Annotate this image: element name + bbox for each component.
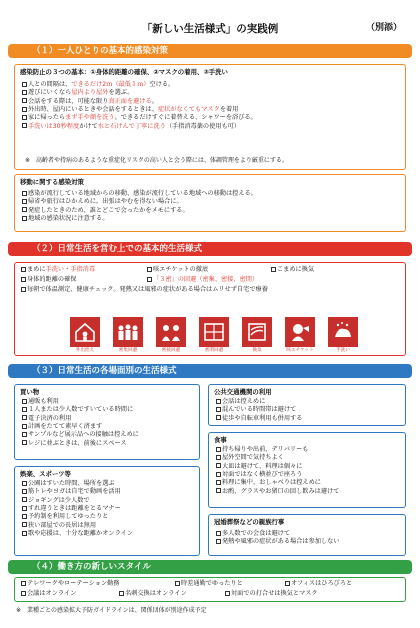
list-item: すれ違うときは距離をとるマナー [22, 505, 133, 513]
lifestyle-row-3: 毎朝で体温測定、健康チェック。発熱又は風邪の症状がある場合はムリせず自宅で療養 [21, 286, 268, 294]
icon-label: 手洗い [336, 348, 350, 353]
work-style-box [14, 577, 406, 602]
checkbox-icon [216, 455, 221, 460]
leisure-heading: 娯楽、スポーツ等 [20, 470, 71, 478]
ceremonies-box [208, 514, 406, 556]
checkbox-icon [22, 531, 27, 536]
work-row-2-c: 対面での打合せは換気とマスク [225, 590, 318, 598]
transport-box [208, 384, 406, 426]
checkbox-icon [22, 514, 27, 519]
handwash-icon [328, 317, 358, 347]
leisure-list [22, 480, 133, 539]
checkbox-icon [216, 463, 221, 468]
checkbox-icon [22, 216, 27, 221]
meals-box [208, 432, 406, 508]
icon-label: 密接回避 [161, 348, 181, 353]
list-item: 屋外空間で気持ちよく [216, 454, 339, 462]
section3-bar: （３）日常生活の各場面別の生活様式 [8, 364, 412, 378]
checkbox-icon [119, 591, 124, 596]
checkbox-icon [22, 82, 27, 87]
basic-measures-box [14, 64, 406, 170]
work-row-2: 会議はオンライン [21, 590, 76, 598]
checkbox-icon [21, 277, 26, 282]
page-title: 「新しい生活様式」の実践例 [141, 23, 279, 35]
lifestyle-row-2-b: 「３密」の回避（密集、密接、密閉） [147, 276, 258, 284]
checkbox-icon [22, 98, 27, 103]
checkbox-icon [147, 277, 152, 282]
transport-heading: 公共交通機関の利用 [214, 388, 272, 396]
list-item: 予約制を利用してゆったりと [22, 513, 133, 521]
list-item: 計画をたてて素早く済ます [22, 423, 139, 431]
checkbox-icon [22, 424, 27, 429]
footer-note: ※ 業種ごとの感染拡大予防ガイドラインは、関係団体が別途作成予定 [16, 607, 207, 614]
list-item: 感染が流行している地域からの移動、感染が流行している地域への移動は控える。 [22, 190, 257, 198]
checkbox-icon [22, 107, 27, 112]
ceremonies-list [216, 530, 340, 547]
basic-measures-heading: 感染防止の３つの基本：①身体的距離の確保、②マスクの着用、③手洗い [20, 68, 228, 76]
basic-measures-list [22, 81, 257, 131]
checkbox-icon [22, 522, 27, 527]
closed-space-avoid-icon [199, 317, 229, 347]
list-item: 帰省や旅行はひかえめに。出張はやむを得ない場合に。 [22, 198, 257, 206]
list-item: サンプルなど展示品への接触は控えめに [22, 431, 139, 439]
checkbox-icon [22, 115, 27, 120]
checkbox-icon [216, 447, 221, 452]
checkbox-icon [22, 440, 27, 445]
checkbox-icon [22, 123, 27, 128]
checkbox-icon [22, 481, 27, 486]
travel-measures-box [14, 174, 406, 232]
lifestyle-row-1-b: 咳エチケットの徹底 [147, 266, 208, 274]
icon-label: 密閉回避 [204, 348, 224, 353]
checkbox-icon [22, 415, 27, 420]
work-row-1: テレワークやローテーション勤務 [21, 580, 119, 588]
list-item: 遊びにいくなら屋内より屋外を選ぶ。 [22, 89, 257, 97]
meals-list [216, 446, 339, 496]
list-item: 大皿は避けて、料理は個々に [216, 463, 339, 471]
list-item: 筋トレやヨガは自宅で動画を活用 [22, 488, 133, 496]
checkbox-icon [225, 591, 230, 596]
section4-bar: （４）働き方の新しいスタイル [8, 560, 412, 574]
checkbox-icon [21, 581, 26, 586]
stay-home-icon [70, 317, 100, 347]
checkbox-icon [22, 489, 27, 494]
crowd-avoid-icon [113, 317, 143, 347]
checkbox-icon [22, 191, 27, 196]
checkbox-icon [175, 581, 180, 586]
transport-list [216, 398, 302, 423]
checkbox-icon [271, 267, 276, 272]
basic-measures-footnote: ※ 高齢者や持病のあるような重症化リスクの高い人と会う際には、体調管理をより厳重にする。 [25, 157, 288, 164]
checkbox-icon [216, 480, 221, 485]
work-row-1-c: オフィスはひろびろと [285, 580, 352, 588]
list-item: 会話は控えめに [216, 398, 302, 406]
list-item: 多人数での会食は避けて [216, 530, 340, 538]
shopping-heading: 買い物 [20, 388, 40, 396]
checkbox-icon [22, 407, 27, 412]
list-item: 会話をする際は、可能な限り真正面を避ける。 [22, 98, 257, 106]
list-item: 人との間隔は、できるだけ2ｍ（最低１ｍ）空ける。 [22, 81, 257, 89]
list-item: 歌や応援は、十分な距離かオンライン [22, 530, 133, 538]
icon-label: 換気 [252, 348, 262, 353]
shopping-list [22, 398, 139, 448]
section2-bar: （２）日常生活を営む上での基本的生活様式 [8, 242, 412, 256]
travel-measures-list [22, 190, 257, 223]
checkbox-icon [216, 415, 221, 420]
list-item: お酌、グラスやお猪口の回し飲みは避けて [216, 488, 339, 496]
checkbox-icon [147, 267, 152, 272]
checkbox-icon [216, 407, 221, 412]
checkbox-icon [22, 199, 27, 204]
list-item: レジに並ぶときは、前後にスペース [22, 440, 139, 448]
list-item: 狭い部屋での長居は無用 [22, 522, 133, 530]
work-row-1-b: 時差通勤でゆったりと [175, 580, 243, 588]
lifestyle-row-1-c: こまめに換気 [271, 266, 314, 274]
list-item: １人または少人数ですいている時間に [22, 406, 139, 414]
list-item: ジョギングは少人数で [22, 497, 133, 505]
cough-etiquette-icon [285, 317, 315, 347]
list-item: 外出時、屋内にいるときや会話をするときは、症状がなくてもマスクを着用 [22, 106, 257, 114]
ventilation-icon [242, 317, 272, 347]
checkbox-icon [22, 497, 27, 502]
list-item: 徒歩や自転車利用も併用する [216, 415, 302, 423]
checkbox-icon [21, 267, 26, 272]
list-item: 料理に集中、おしゃべりは控えめに [216, 479, 339, 487]
checkbox-icon [22, 90, 27, 95]
checkbox-icon [21, 287, 26, 292]
work-row-2-b: 名刺交換はオンライン [119, 590, 187, 598]
list-item: 電子決済の利用 [22, 415, 139, 423]
leisure-box [14, 466, 200, 556]
list-item: 発熱や風邪の症状がある場合は参加しない [216, 538, 340, 546]
ceremonies-heading: 冠婚葬祭などの親族行事 [214, 518, 285, 526]
checkbox-icon [216, 539, 221, 544]
checkbox-icon [216, 472, 221, 477]
list-item: 公園はすいた時間、場所を選ぶ [22, 480, 133, 488]
checkbox-icon [216, 488, 221, 493]
list-item: 混んでいる時間帯は避けて [216, 406, 302, 414]
list-item: 対面ではなく横並びで座ろう [216, 471, 339, 479]
checkbox-icon [21, 591, 26, 596]
list-item: 地域の感染状況に注意する。 [22, 215, 257, 223]
attachment-label: （別添） [365, 23, 402, 33]
meals-heading: 食事 [214, 436, 227, 444]
checkbox-icon [22, 506, 27, 511]
icon-label: 咳エチケット [286, 348, 314, 353]
close-contact-avoid-icon [156, 317, 186, 347]
list-item: 家に帰ったらまず手や顔を洗う。できるだけすぐに着替える、シャワーを浴びる。 [22, 114, 257, 122]
pictogram-row [70, 317, 360, 353]
list-item: 手洗いは30秒程度かけて水と石けんで丁寧に洗う（手指消毒薬の使用も可） [22, 123, 257, 131]
list-item: 発症したときのため、誰とどこで会ったかをメモにする。 [22, 207, 257, 215]
lifestyle-row-1: まめに手洗い・手指消毒 [21, 266, 95, 274]
checkbox-icon [22, 399, 27, 404]
checkbox-icon [22, 432, 27, 437]
travel-measures-heading: 移動に関する感染対策 [20, 178, 84, 186]
checkbox-icon [22, 207, 27, 212]
section1-bar: （１）一人ひとりの基本的感染対策 [8, 44, 412, 58]
shopping-box [14, 384, 200, 460]
icon-label: 外出控え [75, 348, 95, 353]
checkbox-icon [216, 399, 221, 404]
checkbox-icon [216, 531, 221, 536]
list-item: 通販も利用 [22, 398, 139, 406]
checkbox-icon [285, 581, 290, 586]
lifestyle-row-2: 身体的距離の確保 [21, 276, 77, 284]
icon-label: 密集回避 [118, 348, 138, 353]
list-item: 持ち帰りや出前、デリバリーも [216, 446, 339, 454]
